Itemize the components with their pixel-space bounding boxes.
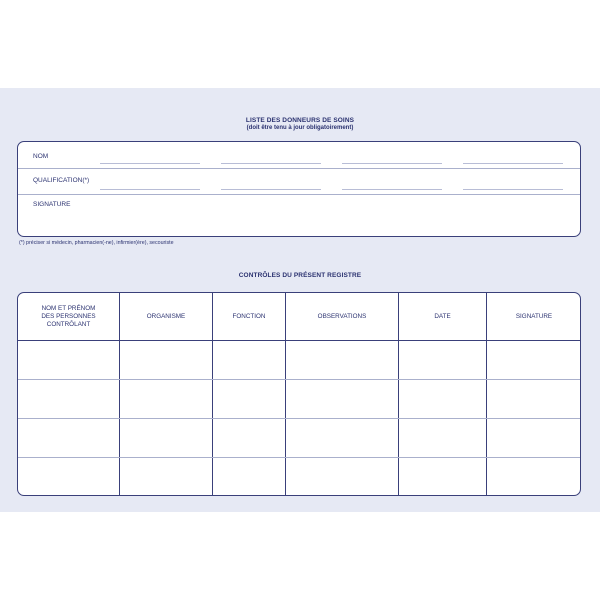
header-line: CONTRÔLANT bbox=[46, 320, 91, 328]
caregivers-subtitle: (doit être tenu à jour obligatoirement) bbox=[246, 125, 354, 131]
column-header-date bbox=[399, 293, 486, 340]
column-divider bbox=[212, 293, 213, 495]
name-row-label: NOM bbox=[33, 153, 49, 160]
header-line: DATE bbox=[434, 312, 451, 320]
column-divider bbox=[285, 293, 286, 495]
table-row-divider bbox=[18, 457, 580, 458]
qualification-entry-line[interactable] bbox=[463, 189, 563, 190]
name-entry-line[interactable] bbox=[342, 163, 442, 164]
register-page bbox=[0, 88, 600, 512]
header-line: OBSERVATIONS bbox=[317, 312, 367, 320]
table-row-divider bbox=[18, 379, 580, 380]
qualification-entry-line[interactable] bbox=[342, 189, 442, 190]
header-line: SIGNATURE bbox=[515, 312, 553, 320]
qualification-entry-line[interactable] bbox=[221, 189, 321, 190]
column-divider bbox=[398, 293, 399, 495]
table-row-divider bbox=[18, 418, 580, 419]
header-line: NOM ET PRÉNOM bbox=[41, 304, 96, 312]
header-divider bbox=[18, 340, 580, 341]
controls-title: CONTRÔLES DU PRÉSENT REGISTRE bbox=[238, 272, 362, 279]
caregivers-title: LISTE DES DONNEURS DE SOINS bbox=[245, 117, 355, 124]
name-entry-line[interactable] bbox=[463, 163, 563, 164]
column-header-organisme bbox=[120, 293, 212, 340]
signature-row-label: SIGNATURE bbox=[33, 201, 71, 208]
column-divider bbox=[119, 293, 120, 495]
column-header-controller-name bbox=[18, 293, 119, 340]
column-divider bbox=[486, 293, 487, 495]
column-header-signature bbox=[487, 293, 581, 340]
header-line: DES PERSONNES bbox=[41, 312, 96, 320]
header-line: FONCTION bbox=[232, 312, 266, 320]
column-header-fonction bbox=[213, 293, 285, 340]
name-entry-line[interactable] bbox=[221, 163, 321, 164]
header-line: ORGANISME bbox=[146, 312, 186, 320]
name-entry-line[interactable] bbox=[100, 163, 200, 164]
footnote: (*) préciser si médecin, pharmacien(-ne), infirmier(ère), secouriste bbox=[19, 240, 174, 246]
controls-table bbox=[17, 292, 581, 496]
qualification-entry-line[interactable] bbox=[100, 189, 200, 190]
caregivers-box bbox=[17, 141, 581, 237]
row-divider bbox=[18, 168, 580, 169]
row-divider bbox=[18, 194, 580, 195]
qualification-row-label: QUALIFICATION(*) bbox=[33, 177, 90, 184]
column-header-observations bbox=[286, 293, 398, 340]
